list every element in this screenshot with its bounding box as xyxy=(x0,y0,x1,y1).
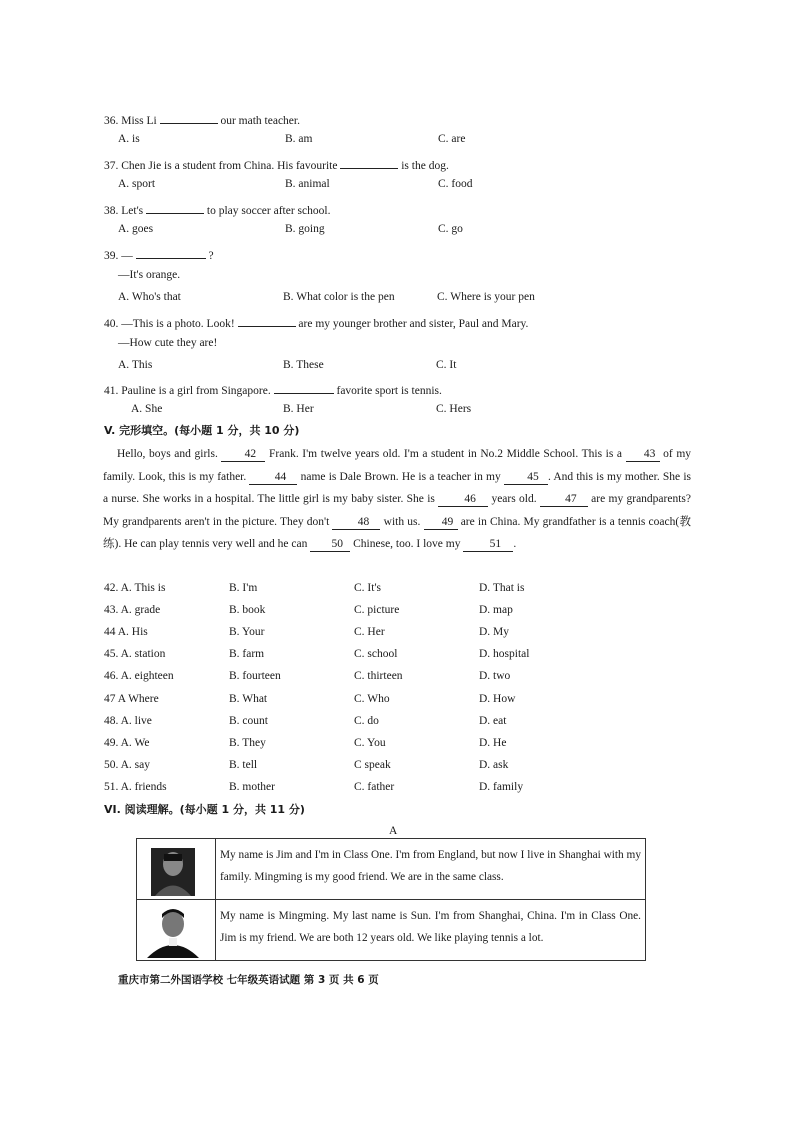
cloze-blank-44: 44 xyxy=(249,470,297,485)
cloze-choice: C. school xyxy=(354,648,398,661)
cloze-choice: C. thirteen xyxy=(354,670,403,683)
answer-blank xyxy=(274,380,334,394)
reading-row xyxy=(137,900,646,961)
question-text-after: our math teacher. xyxy=(220,115,300,127)
cloze-choice: 50. A. say xyxy=(104,758,150,771)
cloze-choice: D. hospital xyxy=(479,648,530,661)
cloze-blank-45: 45 xyxy=(504,470,548,485)
question-text: 41. Pauline is a girl from Singapore. xyxy=(104,385,271,397)
cloze-choice: C. It's xyxy=(354,582,381,594)
answer-option: B. What color is the pen xyxy=(283,291,395,303)
reading-row xyxy=(137,839,646,900)
cloze-blank-50: 50 xyxy=(310,537,350,552)
cloze-passage xyxy=(103,443,691,556)
cloze-choice: 46. A. eighteen xyxy=(104,670,174,683)
passage-text: are in China. My grandfather is a tennis coach(教练). He can play tennis very well and he can xyxy=(103,515,691,551)
cloze-choice: 47 A Where xyxy=(104,692,159,705)
question-text: 36. Miss Li xyxy=(104,115,157,127)
answer-option: A. This xyxy=(118,359,153,371)
question-text-after: favorite sport is tennis. xyxy=(336,385,442,397)
answer-blank xyxy=(238,313,296,327)
answer-option: A. goes xyxy=(118,223,154,235)
answer-option: B. animal xyxy=(285,178,330,190)
answer-option: C. Hers xyxy=(436,403,472,415)
page-footer: 重庆市第二外国语学校 七年级英语试题 第 3 页 共 6 页 xyxy=(118,974,379,986)
cloze-choice: B. mother xyxy=(229,780,275,793)
answer-option: B. These xyxy=(283,359,324,371)
cloze-choice: B. What xyxy=(229,692,268,705)
question-text: 37. Chen Jie is a student from China. His favourite xyxy=(104,160,338,172)
cloze-blank-46: 46 xyxy=(438,492,488,507)
question-text: 40. —This is a photo. Look! xyxy=(104,318,235,330)
reading-table xyxy=(136,838,646,961)
question-text: 39. — xyxy=(104,250,133,262)
cloze-choice: D. map xyxy=(479,604,513,617)
question-stem xyxy=(104,200,330,218)
cloze-choice: B. They xyxy=(229,736,266,749)
answer-blank xyxy=(160,110,218,124)
cloze-choice: B. count xyxy=(229,714,268,727)
cloze-choice: 48. A. live xyxy=(104,714,152,727)
cloze-choice: C. father xyxy=(354,780,395,793)
answer-option: A. Who's that xyxy=(118,291,181,303)
cloze-choice: D. My xyxy=(479,626,510,639)
profile-text: My name is Jim and I'm in Class One. I'm from England, but now I live in Shanghai with my family. Mingming is my good friend. We are in the same class. xyxy=(216,839,646,900)
cloze-choice: 49. A. We xyxy=(104,736,150,749)
answer-option: C. are xyxy=(438,133,466,145)
section-header-cloze: V. 完形填空。(每小题 1 分，共 10 分) xyxy=(104,424,300,437)
passage-text: of my family. Look, this is my father. xyxy=(103,448,692,483)
passage-text: Chinese, too. I love my xyxy=(350,538,464,551)
profile-text: My name is Mingming. My last name is Sun. I'm from Shanghai, China. I'm in Class One. Jim is my friend. We are both 12 years old. We like playing tennis a lot. xyxy=(216,900,646,961)
cloze-blank-49: 49 xyxy=(424,515,458,530)
cloze-choice: D. He xyxy=(479,736,507,749)
cloze-choice: B. Your xyxy=(229,626,265,639)
cloze-choice: B. book xyxy=(229,604,266,617)
cloze-choice: B. tell xyxy=(229,758,258,771)
answer-option: A. sport xyxy=(118,178,156,190)
cloze-blank-51: 51 xyxy=(463,537,513,552)
cloze-choice: 42. A. This is xyxy=(104,582,166,594)
passage-text: . xyxy=(513,538,517,551)
question-text-after: are my younger brother and sister, Paul and Mary. xyxy=(298,318,529,330)
question-stem xyxy=(104,313,528,331)
section-header-reading: VI. 阅读理解。(每小题 1 分，共 11 分) xyxy=(104,803,305,816)
cloze-blank-43: 43 xyxy=(626,447,660,462)
passage-text: . And this is my mother. She is a nurse. She works in a hospital. The little girl is my baby sister. She is xyxy=(103,470,691,506)
passage-text: Frank. I'm twelve years old. I'm a student in No.2 Middle School. This is a xyxy=(265,448,626,460)
passage-text: are my grandparents? My grandparents aren't in the picture. They don't xyxy=(103,493,691,528)
answer-option: B. going xyxy=(285,223,325,235)
dialogue-line: —How cute they are! xyxy=(118,337,218,349)
question-text-after: ? xyxy=(208,250,214,262)
answer-option: B. am xyxy=(285,133,313,145)
cloze-choice: 51. A. friends xyxy=(104,780,167,793)
cloze-choice: D. ask xyxy=(479,758,509,771)
cloze-choice: D. eat xyxy=(479,714,507,727)
answer-option: A. She xyxy=(131,403,163,415)
question-stem xyxy=(104,245,214,263)
reading-subtitle: A xyxy=(389,825,398,837)
passage-text: with us. xyxy=(380,515,424,528)
cloze-choice: B. fourteen xyxy=(229,670,281,683)
cloze-choice: D. How xyxy=(479,692,516,705)
answer-option: C. Where is your pen xyxy=(437,291,535,303)
cloze-choice: D. That is xyxy=(479,582,525,594)
cloze-blank-48: 48 xyxy=(332,515,380,530)
cloze-choice: C. You xyxy=(354,736,386,749)
cloze-blank-47: 47 xyxy=(540,492,588,507)
cloze-choice: C. do xyxy=(354,714,379,727)
cloze-choice: C. Her xyxy=(354,626,385,639)
question-text: 38. Let's xyxy=(104,205,144,217)
answer-blank xyxy=(340,155,398,169)
passage-text: years old. xyxy=(488,493,540,506)
cloze-choice: C. picture xyxy=(354,604,400,617)
cloze-choice: C speak xyxy=(354,758,391,771)
passage-text: name is Dale Brown. He is a teacher in my xyxy=(297,470,504,483)
answer-blank xyxy=(146,200,204,214)
cloze-choice: D. family xyxy=(479,780,524,793)
answer-option: C. food xyxy=(438,178,473,190)
answer-option: C. It xyxy=(436,359,457,371)
question-stem xyxy=(104,380,442,398)
cloze-choice: 44 A. His xyxy=(104,626,148,639)
passage-text: Hello, boys and girls. xyxy=(117,448,222,460)
cloze-choice: B. farm xyxy=(229,648,265,661)
dialogue-line: —It's orange. xyxy=(118,269,181,281)
question-text-after: is the dog. xyxy=(401,160,449,172)
answer-option: A. is xyxy=(118,133,140,145)
cloze-choice: 45. A. station xyxy=(104,648,166,661)
mingming-photo xyxy=(137,900,215,960)
question-stem xyxy=(104,155,449,173)
answer-option: C. go xyxy=(438,223,463,235)
cloze-choice: B. I'm xyxy=(229,582,258,594)
question-text-after: to play soccer after school. xyxy=(206,205,331,217)
answer-blank xyxy=(136,245,206,259)
answer-option: B. Her xyxy=(283,403,314,415)
profile-photo xyxy=(137,900,216,961)
cloze-blank-42: 42 xyxy=(221,447,265,462)
question-stem xyxy=(104,110,300,128)
cloze-choice: 43. A. grade xyxy=(104,604,161,617)
profile-photo xyxy=(137,839,216,900)
cloze-choice: C. Who xyxy=(354,692,390,705)
jim-photo xyxy=(137,839,215,899)
cloze-choice: D. two xyxy=(479,670,511,683)
